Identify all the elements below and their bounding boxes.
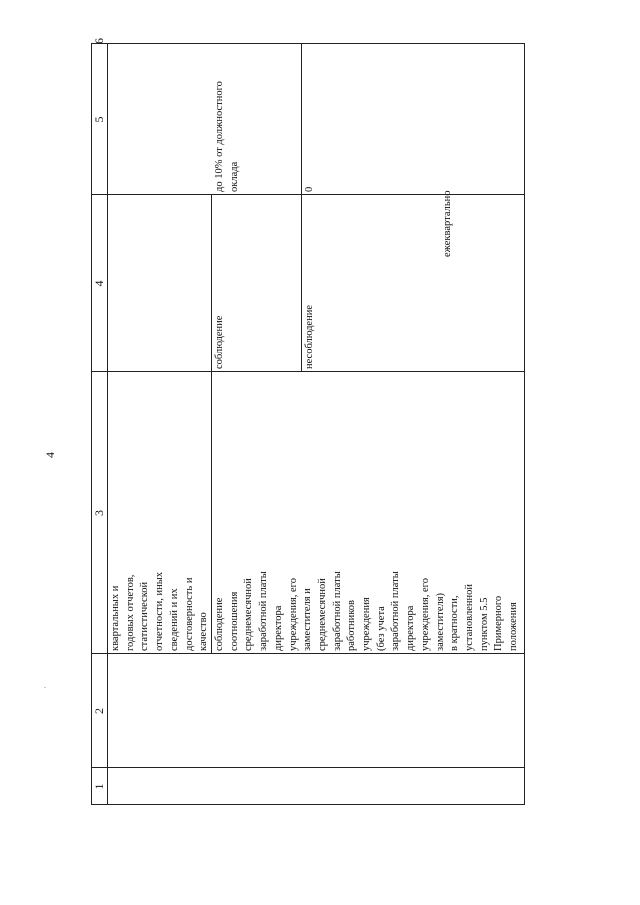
column-divider-5-6: [91, 43, 525, 44]
text-line: заместителя и: [302, 588, 314, 651]
text-line: квартальных и: [110, 585, 121, 651]
text-line: среднемесячной: [243, 578, 255, 651]
criterion-compliance-amount: [213, 81, 242, 192]
indicator-continuation-text: [109, 572, 212, 651]
header-col-4: 4: [92, 280, 106, 287]
text-line: в кратности,: [449, 595, 461, 651]
text-line: статистической: [139, 581, 151, 651]
text-line: заработной платы: [258, 571, 270, 651]
text-line: до 10% от должностного: [214, 81, 225, 192]
text-line: учреждения, его: [287, 578, 299, 651]
header-col-5: 5: [92, 116, 106, 123]
text-line: соблюдение: [214, 597, 225, 651]
criterion-noncompliance: несоблюдение: [304, 305, 315, 369]
text-line: учреждения: [361, 597, 373, 651]
evaluation-table: 1 2 3 4 5 6 квартальных и годовых отчетов, статистической отчетности, иных сведений и их достоверность и качество соблюдение соотношения среднемесячной заработной платы директора учреждения, его заместителя и среднемесячной заработной платы работников учреждения (без учета заработной платы директора учреждения, его заместителя) в кратности, установленной пунктом 5.5 Примерного положения соблюдение до 10% от должностного оклада несоблюдение 0: [91, 43, 525, 805]
text-line: заместителя): [434, 592, 446, 651]
header-row-divider: [107, 43, 108, 805]
column-divider-2-3: [91, 653, 525, 654]
text-line: отчетности, иных: [154, 571, 166, 651]
text-line: положения: [508, 602, 520, 651]
text-line: (без учета: [375, 606, 387, 651]
text-line: заработной платы: [331, 571, 343, 651]
column-divider-4-5: [91, 194, 525, 195]
header-col-2: 2: [92, 708, 106, 714]
table-border-bottom: [524, 43, 525, 805]
text-line: качество: [198, 612, 210, 651]
text-line: соотношения: [228, 591, 240, 651]
text-line: сведений и их: [168, 588, 180, 651]
text-line: директора: [272, 605, 284, 651]
text-line: установленной: [463, 584, 475, 651]
text-line: заработной платы: [390, 571, 402, 651]
column-divider-3-4: [91, 371, 525, 372]
text-line: годовых отчетов,: [124, 574, 136, 651]
scan-speck: [44, 687, 46, 688]
text-line: учреждения, его: [419, 578, 431, 651]
table-border-top: [91, 43, 92, 805]
text-line: директора: [405, 605, 417, 651]
header-col-3: 3: [92, 510, 106, 516]
rotated-table: [91, 38, 525, 805]
text-line: работников: [346, 600, 358, 651]
payment-frequency-cell: ежеквартально: [442, 190, 453, 257]
header-col-1: 1: [92, 783, 106, 790]
salary-ratio-indicator-text: [213, 571, 522, 651]
table-border-left: [91, 804, 525, 805]
text-line: пунктом 5.5: [478, 597, 490, 651]
text-line: достоверность и: [183, 577, 195, 651]
criteria-row-divider: [301, 44, 302, 372]
column-divider-1-2: [91, 767, 525, 768]
page-number: 4: [43, 452, 57, 458]
text-line: среднемесячной: [316, 578, 328, 651]
text-line: Примерного: [493, 595, 505, 651]
criterion-noncompliance-amount: 0: [304, 186, 315, 192]
text-line: оклада: [228, 161, 240, 192]
criterion-compliance: соблюдение: [214, 315, 225, 369]
